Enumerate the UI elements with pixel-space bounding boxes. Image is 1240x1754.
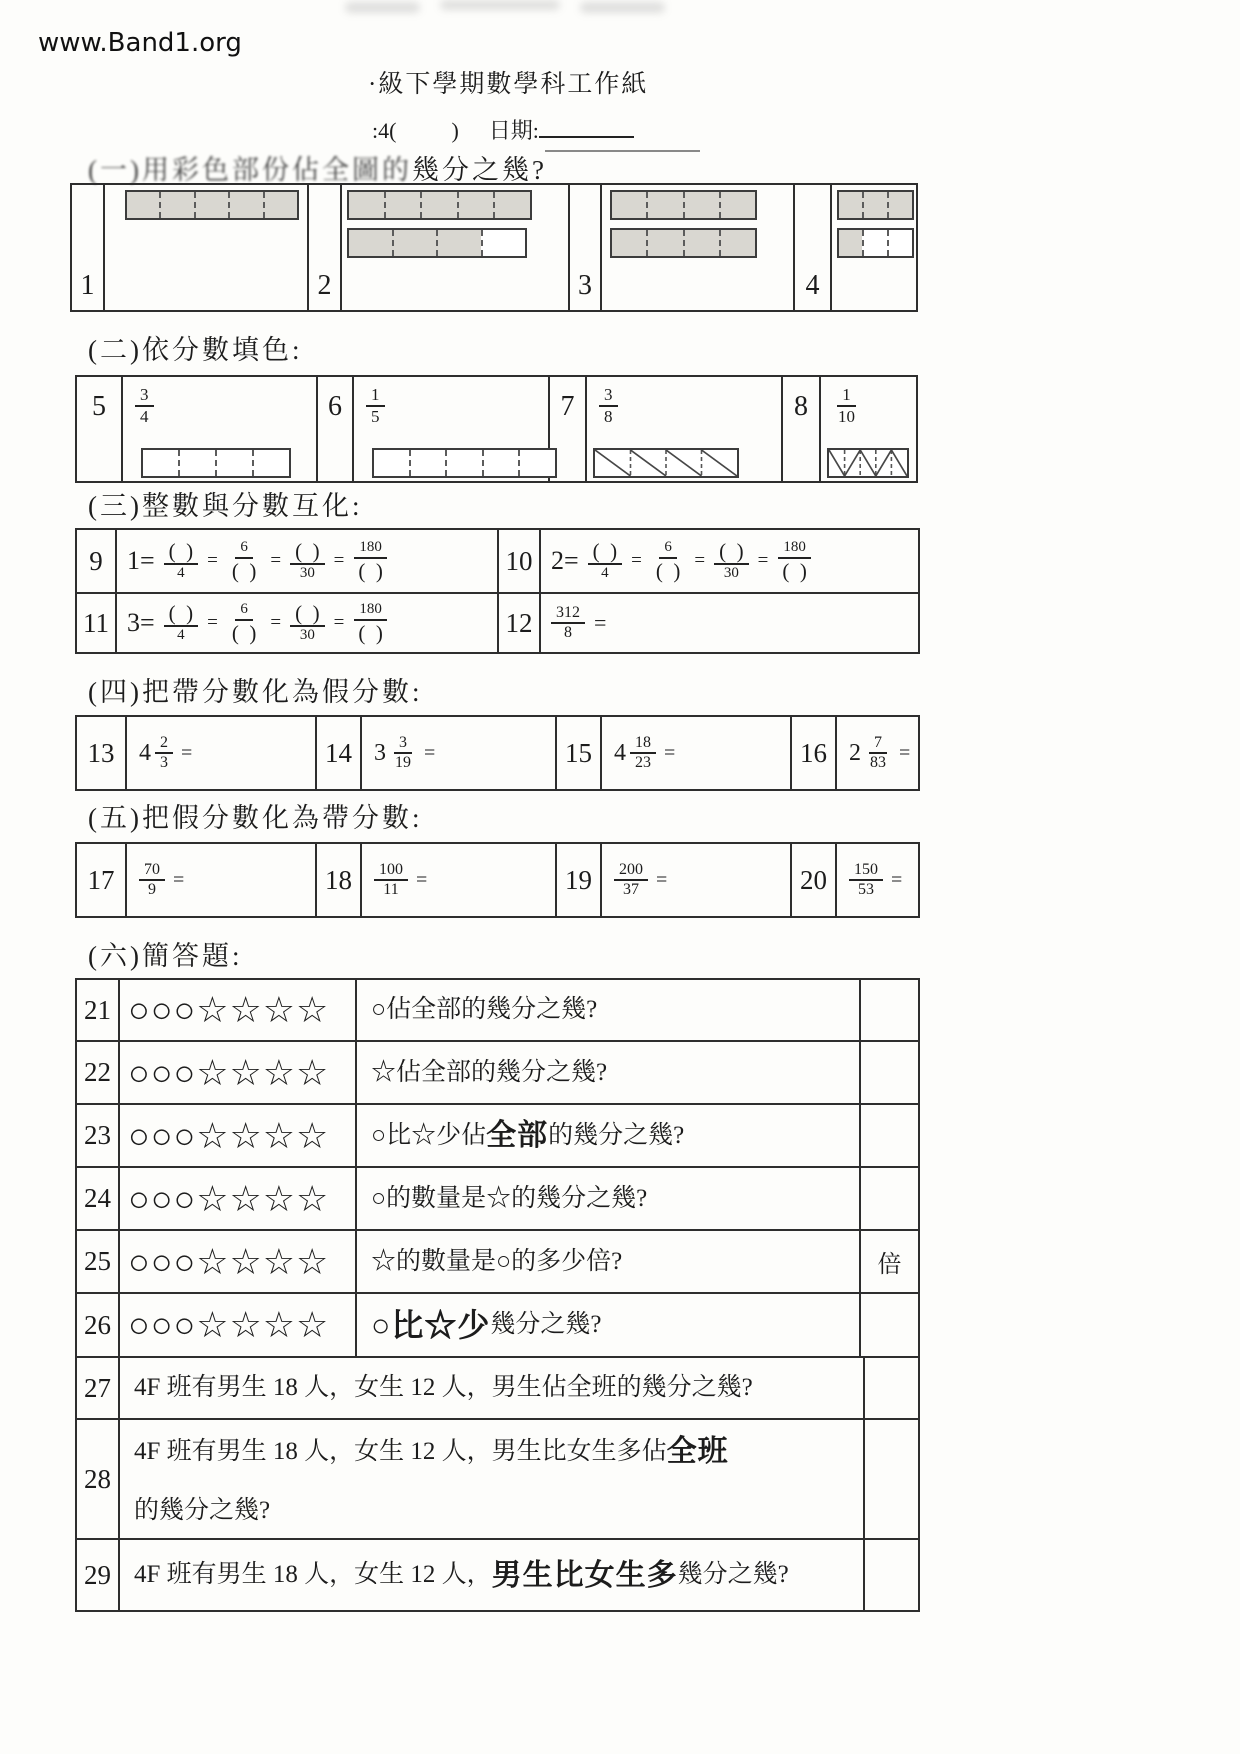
fraction [353, 601, 388, 644]
question-row [77, 1231, 918, 1294]
fraction [551, 604, 585, 643]
section3-title: (三)整數與分數互化: [88, 491, 363, 521]
item-number: 9 [77, 530, 117, 592]
shaded-segment [263, 192, 297, 218]
equals-sign: = [631, 550, 642, 571]
fraction [164, 601, 199, 644]
equals-sign: = [656, 868, 668, 891]
whole-number: 2 [849, 739, 861, 766]
equals-sign: = [594, 610, 607, 635]
question-row [77, 980, 918, 1042]
question-row [77, 1420, 918, 1540]
equation-cell [117, 594, 499, 652]
question-text [357, 1231, 861, 1292]
expression [602, 717, 790, 789]
site-watermark: www.Band1.org [38, 28, 242, 58]
equation-cell [541, 530, 918, 592]
fraction-bar-diagram [372, 448, 557, 478]
denominator: ( ) [358, 620, 383, 645]
shaded-segment [862, 192, 887, 218]
question-text [357, 1042, 861, 1103]
fraction-bar-diagram [837, 190, 914, 220]
fraction [227, 601, 262, 644]
item-expression-cell [837, 717, 918, 789]
shaded-segment [612, 230, 646, 256]
denominator: 8 [564, 624, 572, 641]
fill-by-fraction-table [75, 375, 918, 483]
question-fragment: ○佔全部的幾分之幾? [371, 996, 598, 1024]
whole-number: 3 [374, 739, 386, 766]
item-number: 27 [77, 1358, 120, 1418]
shaded-segment [887, 192, 912, 218]
fraction [164, 539, 199, 582]
section1-title-blurred: (一)用彩色部份佔全圖的 [88, 155, 412, 185]
question-fragment: ○比☆少 [371, 1306, 491, 1343]
equals-sign: = [424, 741, 436, 764]
question-fragment: ☆佔全部的幾分之幾? [371, 1058, 608, 1086]
question-text [357, 980, 861, 1040]
item-expression-cell [362, 844, 557, 916]
improper-to-mixed-table [75, 842, 920, 918]
expression [362, 717, 555, 789]
numerator: 3 [599, 385, 618, 407]
question-text [357, 1168, 861, 1229]
fraction [588, 539, 623, 582]
question-row [77, 1042, 918, 1105]
question-fragment: 的幾分之幾? [548, 1121, 685, 1149]
numerator: 1 [837, 385, 856, 407]
shaded-segment [646, 192, 682, 218]
question-fragment: 的幾分之幾? [134, 1497, 271, 1525]
equals-sign: = [207, 550, 218, 571]
denominator: 11 [383, 881, 399, 898]
question-fragment: ☆的數量是○的多少倍? [371, 1247, 623, 1275]
scan-artifact-line [545, 150, 700, 152]
equals-sign: = [899, 741, 911, 764]
empty-segment [862, 230, 887, 256]
bar-svg [595, 450, 737, 476]
denominator: 19 [395, 754, 411, 771]
fraction-bar-diagram [141, 448, 291, 478]
equation-row [77, 594, 918, 652]
empty-segment [887, 230, 912, 256]
question-fragment: ○的數量是☆的幾分之幾? [371, 1184, 648, 1212]
scan-artifact [345, 2, 420, 13]
question-fragment: 幾分之幾? [490, 1311, 602, 1339]
fraction [290, 539, 325, 582]
answer-cell [861, 980, 918, 1040]
denominator: ( ) [655, 558, 681, 583]
shaded-segment [159, 192, 193, 218]
section2-title: (二)依分數填色: [88, 335, 303, 365]
class-field-close: ) [451, 118, 459, 143]
numerator: 180 [778, 539, 811, 558]
item-expression-cell [602, 844, 792, 916]
equals-sign: = [694, 550, 706, 571]
fraction [714, 539, 749, 582]
target-fraction [599, 385, 618, 426]
empty-segment [482, 450, 519, 476]
denominator: 37 [623, 881, 639, 898]
answer-cell [861, 1168, 918, 1229]
fraction [139, 861, 165, 900]
equals-sign: = [181, 741, 193, 764]
question-fragment: 全部 [486, 1119, 549, 1152]
item-number: 5 [77, 377, 123, 481]
numerator: ( ) [290, 539, 325, 565]
symbol-sequence: ○○○☆☆☆☆ [120, 1231, 357, 1292]
numerator: 2 [155, 734, 173, 754]
question-row [77, 1105, 918, 1168]
question-text [357, 1294, 861, 1356]
numerator: 100 [374, 861, 408, 881]
denominator: 30 [299, 565, 315, 582]
item-number: 26 [77, 1294, 120, 1356]
question-fragment: 全班 [666, 1435, 729, 1469]
equals-sign: = [664, 741, 676, 764]
shaded-segment [228, 192, 262, 218]
empty-segment [178, 450, 215, 476]
item-expression-cell [127, 844, 317, 916]
item-expression-cell [362, 717, 557, 789]
fraction [630, 734, 656, 773]
question-fragment: 4F 班有男生 18 人，女生 12 人，男生佔全班的幾分之幾? [134, 1374, 753, 1402]
item-expression-cell [602, 717, 792, 789]
item-diagram-cell [105, 185, 309, 310]
section1-title [88, 148, 547, 187]
numerator: 18 [630, 734, 656, 754]
fraction-bar-diagram [347, 190, 532, 220]
empty-segment [374, 450, 409, 476]
whole-number: 4 [139, 739, 151, 766]
question-row [77, 1294, 918, 1358]
item-number: 23 [77, 1105, 120, 1166]
item-number: 24 [77, 1168, 120, 1229]
empty-segment [143, 450, 178, 476]
empty-segment [445, 450, 482, 476]
numerator: ( ) [588, 539, 623, 565]
item-number: 28 [77, 1420, 120, 1538]
numerator: ( ) [290, 601, 325, 627]
item-number: 3 [570, 185, 602, 310]
class-field-open: :4( [372, 118, 397, 143]
numerator: 7 [869, 734, 887, 754]
numerator: 3 [394, 734, 412, 754]
shaded-segment [683, 192, 719, 218]
item-number: 6 [318, 377, 354, 481]
symbol-sequence: ○○○☆☆☆☆ [120, 1105, 357, 1166]
shaded-segment [719, 192, 755, 218]
denominator: 4 [140, 406, 149, 426]
equals-sign: = [270, 550, 282, 571]
fraction [374, 861, 408, 900]
denominator: 4 [601, 565, 609, 582]
question-row [77, 1358, 918, 1420]
equation-lead: 2= [551, 546, 579, 575]
shaded-segment [384, 192, 421, 218]
fraction [290, 601, 325, 644]
whole-number: 4 [614, 739, 626, 766]
item-number: 18 [317, 844, 362, 916]
fraction [777, 539, 812, 582]
item-number: 1 [72, 185, 105, 310]
fraction-bar-diagram [125, 190, 299, 220]
shaded-segment [127, 192, 159, 218]
item-diagram-cell [123, 377, 318, 481]
empty-segment [215, 450, 252, 476]
answer-cell [865, 1540, 918, 1610]
numerator: ( ) [164, 601, 199, 627]
shaded-segment [420, 192, 457, 218]
answer-cell [861, 1105, 918, 1166]
symbol-sequence: ○○○☆☆☆☆ [120, 1294, 357, 1356]
question-text [357, 1105, 861, 1166]
item-number: 2 [309, 185, 342, 310]
item-diagram-cell [821, 377, 916, 481]
equals-sign: = [207, 612, 218, 633]
denominator: 10 [838, 406, 855, 426]
item-number: 29 [77, 1540, 120, 1610]
symbol-sequence: ○○○☆☆☆☆ [120, 980, 357, 1040]
denominator: ( ) [231, 620, 257, 645]
empty-segment [518, 450, 555, 476]
numerator: 180 [354, 601, 387, 620]
equation-lead: 1= [127, 546, 155, 575]
item-diagram-cell [602, 185, 795, 310]
question-text [120, 1420, 865, 1538]
denominator: 4 [177, 565, 185, 582]
answer-cell [865, 1358, 918, 1418]
answer-cell: 倍 [877, 1252, 902, 1278]
scan-artifact [580, 2, 665, 13]
fraction-bar-diagram [610, 190, 757, 220]
item-number: 8 [783, 377, 821, 481]
numerator: 180 [354, 539, 387, 558]
numerator: 6 [235, 539, 253, 558]
equals-sign: = [757, 550, 769, 571]
shaded-segment [646, 230, 682, 256]
question-fragment: 男生比女生多 [491, 1558, 678, 1592]
shaded-segment [392, 230, 437, 256]
fraction [155, 734, 173, 773]
fraction [849, 861, 883, 900]
target-fraction [833, 385, 860, 426]
equation [541, 530, 918, 592]
expression [362, 844, 555, 916]
item-number: 21 [77, 980, 120, 1040]
symbol-sequence: ○○○☆☆☆☆ [120, 1042, 357, 1103]
target-fraction [366, 385, 385, 426]
page-title: ·級下學期數學科工作紙 [368, 71, 649, 98]
date-blank-line [539, 118, 634, 138]
denominator: 5 [371, 406, 380, 426]
item-diagram-cell [587, 377, 783, 481]
fraction [227, 539, 262, 582]
equals-sign: = [173, 868, 185, 891]
equation-cell [541, 594, 918, 652]
item-number: 14 [317, 717, 362, 789]
denominator: 83 [870, 754, 886, 771]
shaded-segment [683, 230, 719, 256]
equation [117, 530, 497, 592]
question-fragment: 幾分之幾? [677, 1561, 789, 1589]
item-number: 11 [77, 594, 117, 652]
question-text [120, 1358, 865, 1418]
question-fragment: 4F 班有男生 18 人，女生 12 人， [134, 1561, 492, 1589]
section4-title: (四)把帶分數化為假分數: [88, 677, 423, 707]
fraction-bar-diagram [347, 228, 527, 258]
item-number: 16 [792, 717, 837, 789]
denominator: ( ) [782, 558, 807, 583]
empty-segment [409, 450, 446, 476]
shaded-segment [349, 192, 384, 218]
denominator: ( ) [231, 558, 257, 583]
numerator: ( ) [164, 539, 199, 565]
fraction-bar-diagram [610, 228, 757, 258]
item-number: 20 [792, 844, 837, 916]
equals-sign: = [270, 612, 282, 633]
item-number: 17 [77, 844, 127, 916]
denominator: 53 [858, 881, 874, 898]
item-number: 12 [499, 594, 541, 652]
shaded-segment [194, 192, 228, 218]
denominator: 3 [160, 754, 168, 771]
denominator: ( ) [358, 558, 383, 583]
fraction [614, 861, 648, 900]
short-answer-table [75, 978, 920, 1612]
expression [127, 717, 315, 789]
numerator: 150 [849, 861, 883, 881]
equation [541, 594, 918, 652]
question-fragment: ○比☆少佔 [371, 1121, 487, 1149]
numerator: 200 [614, 861, 648, 881]
section5-title: (五)把假分數化為帶分數: [88, 803, 423, 833]
bar-svg [829, 450, 907, 476]
answer-cell [861, 1042, 918, 1103]
item-number: 25 [77, 1231, 120, 1292]
shaded-segment [612, 192, 646, 218]
denominator: 9 [148, 881, 156, 898]
zigzag-bar-diagram [827, 448, 909, 478]
equals-sign: = [333, 550, 345, 571]
expression [602, 844, 790, 916]
expression [837, 844, 918, 916]
expression [837, 717, 918, 789]
question-fragment: 4F 班有男生 18 人，女生 12 人，男生比女生多佔 [134, 1438, 667, 1466]
denominator: 4 [177, 627, 185, 644]
denominator: 30 [723, 565, 739, 582]
item-number: 7 [550, 377, 587, 481]
shaded-segment [839, 192, 862, 218]
numerator: 6 [235, 601, 253, 620]
fraction [865, 734, 891, 773]
symbol-sequence: ○○○☆☆☆☆ [120, 1168, 357, 1229]
item-number: 19 [557, 844, 602, 916]
item-number: 10 [499, 530, 541, 592]
scan-artifact [440, 0, 560, 10]
numerator: ( ) [714, 539, 749, 565]
fraction-bar-diagram [837, 228, 914, 258]
item-number: 13 [77, 717, 127, 789]
section1-title-clear: 幾分之幾? [411, 155, 547, 185]
answer-cell [865, 1420, 918, 1538]
item-diagram-cell [354, 377, 550, 481]
item-expression-cell [127, 717, 317, 789]
shaded-fraction-table [70, 183, 918, 312]
item-number: 15 [557, 717, 602, 789]
conversion-table [75, 528, 920, 654]
equation-row [77, 530, 918, 594]
shaded-segment [457, 192, 494, 218]
equals-sign: = [416, 868, 428, 891]
equals-sign: = [333, 612, 345, 633]
equation [117, 594, 497, 652]
empty-segment [252, 450, 289, 476]
equals-sign: = [891, 868, 903, 891]
class-date-line [372, 114, 634, 145]
fraction [353, 539, 388, 582]
expression [127, 844, 315, 916]
diagonal-bar-diagram [593, 448, 739, 478]
shaded-segment [719, 230, 755, 256]
numerator: 70 [139, 861, 165, 881]
fraction [651, 539, 686, 582]
target-fraction [135, 385, 154, 426]
question-row [77, 1168, 918, 1231]
question-row [77, 1540, 918, 1610]
numerator: 6 [659, 539, 677, 558]
shaded-segment [493, 192, 530, 218]
shaded-segment [839, 230, 862, 256]
item-diagram-cell [342, 185, 570, 310]
item-number: 4 [795, 185, 832, 310]
denominator: 23 [635, 754, 651, 771]
item-diagram-cell [832, 185, 916, 310]
numerator: 3 [135, 385, 154, 407]
mixed-to-improper-table [75, 715, 920, 791]
section6-title: (六)簡答題: [88, 941, 243, 971]
fraction [390, 734, 416, 773]
equation-lead: 3= [127, 608, 155, 637]
denominator: 8 [604, 406, 613, 426]
shaded-segment [436, 230, 481, 256]
denominator: 30 [299, 627, 315, 644]
item-number: 22 [77, 1042, 120, 1103]
empty-segment [481, 230, 526, 256]
answer-cell [861, 1294, 918, 1356]
numerator: 1 [366, 385, 385, 407]
date-label: 日期: [488, 118, 539, 143]
question-text [120, 1540, 865, 1610]
item-expression-cell [837, 844, 918, 916]
equation-cell [117, 530, 499, 592]
numerator: 312 [551, 604, 585, 624]
shaded-segment [349, 230, 392, 256]
